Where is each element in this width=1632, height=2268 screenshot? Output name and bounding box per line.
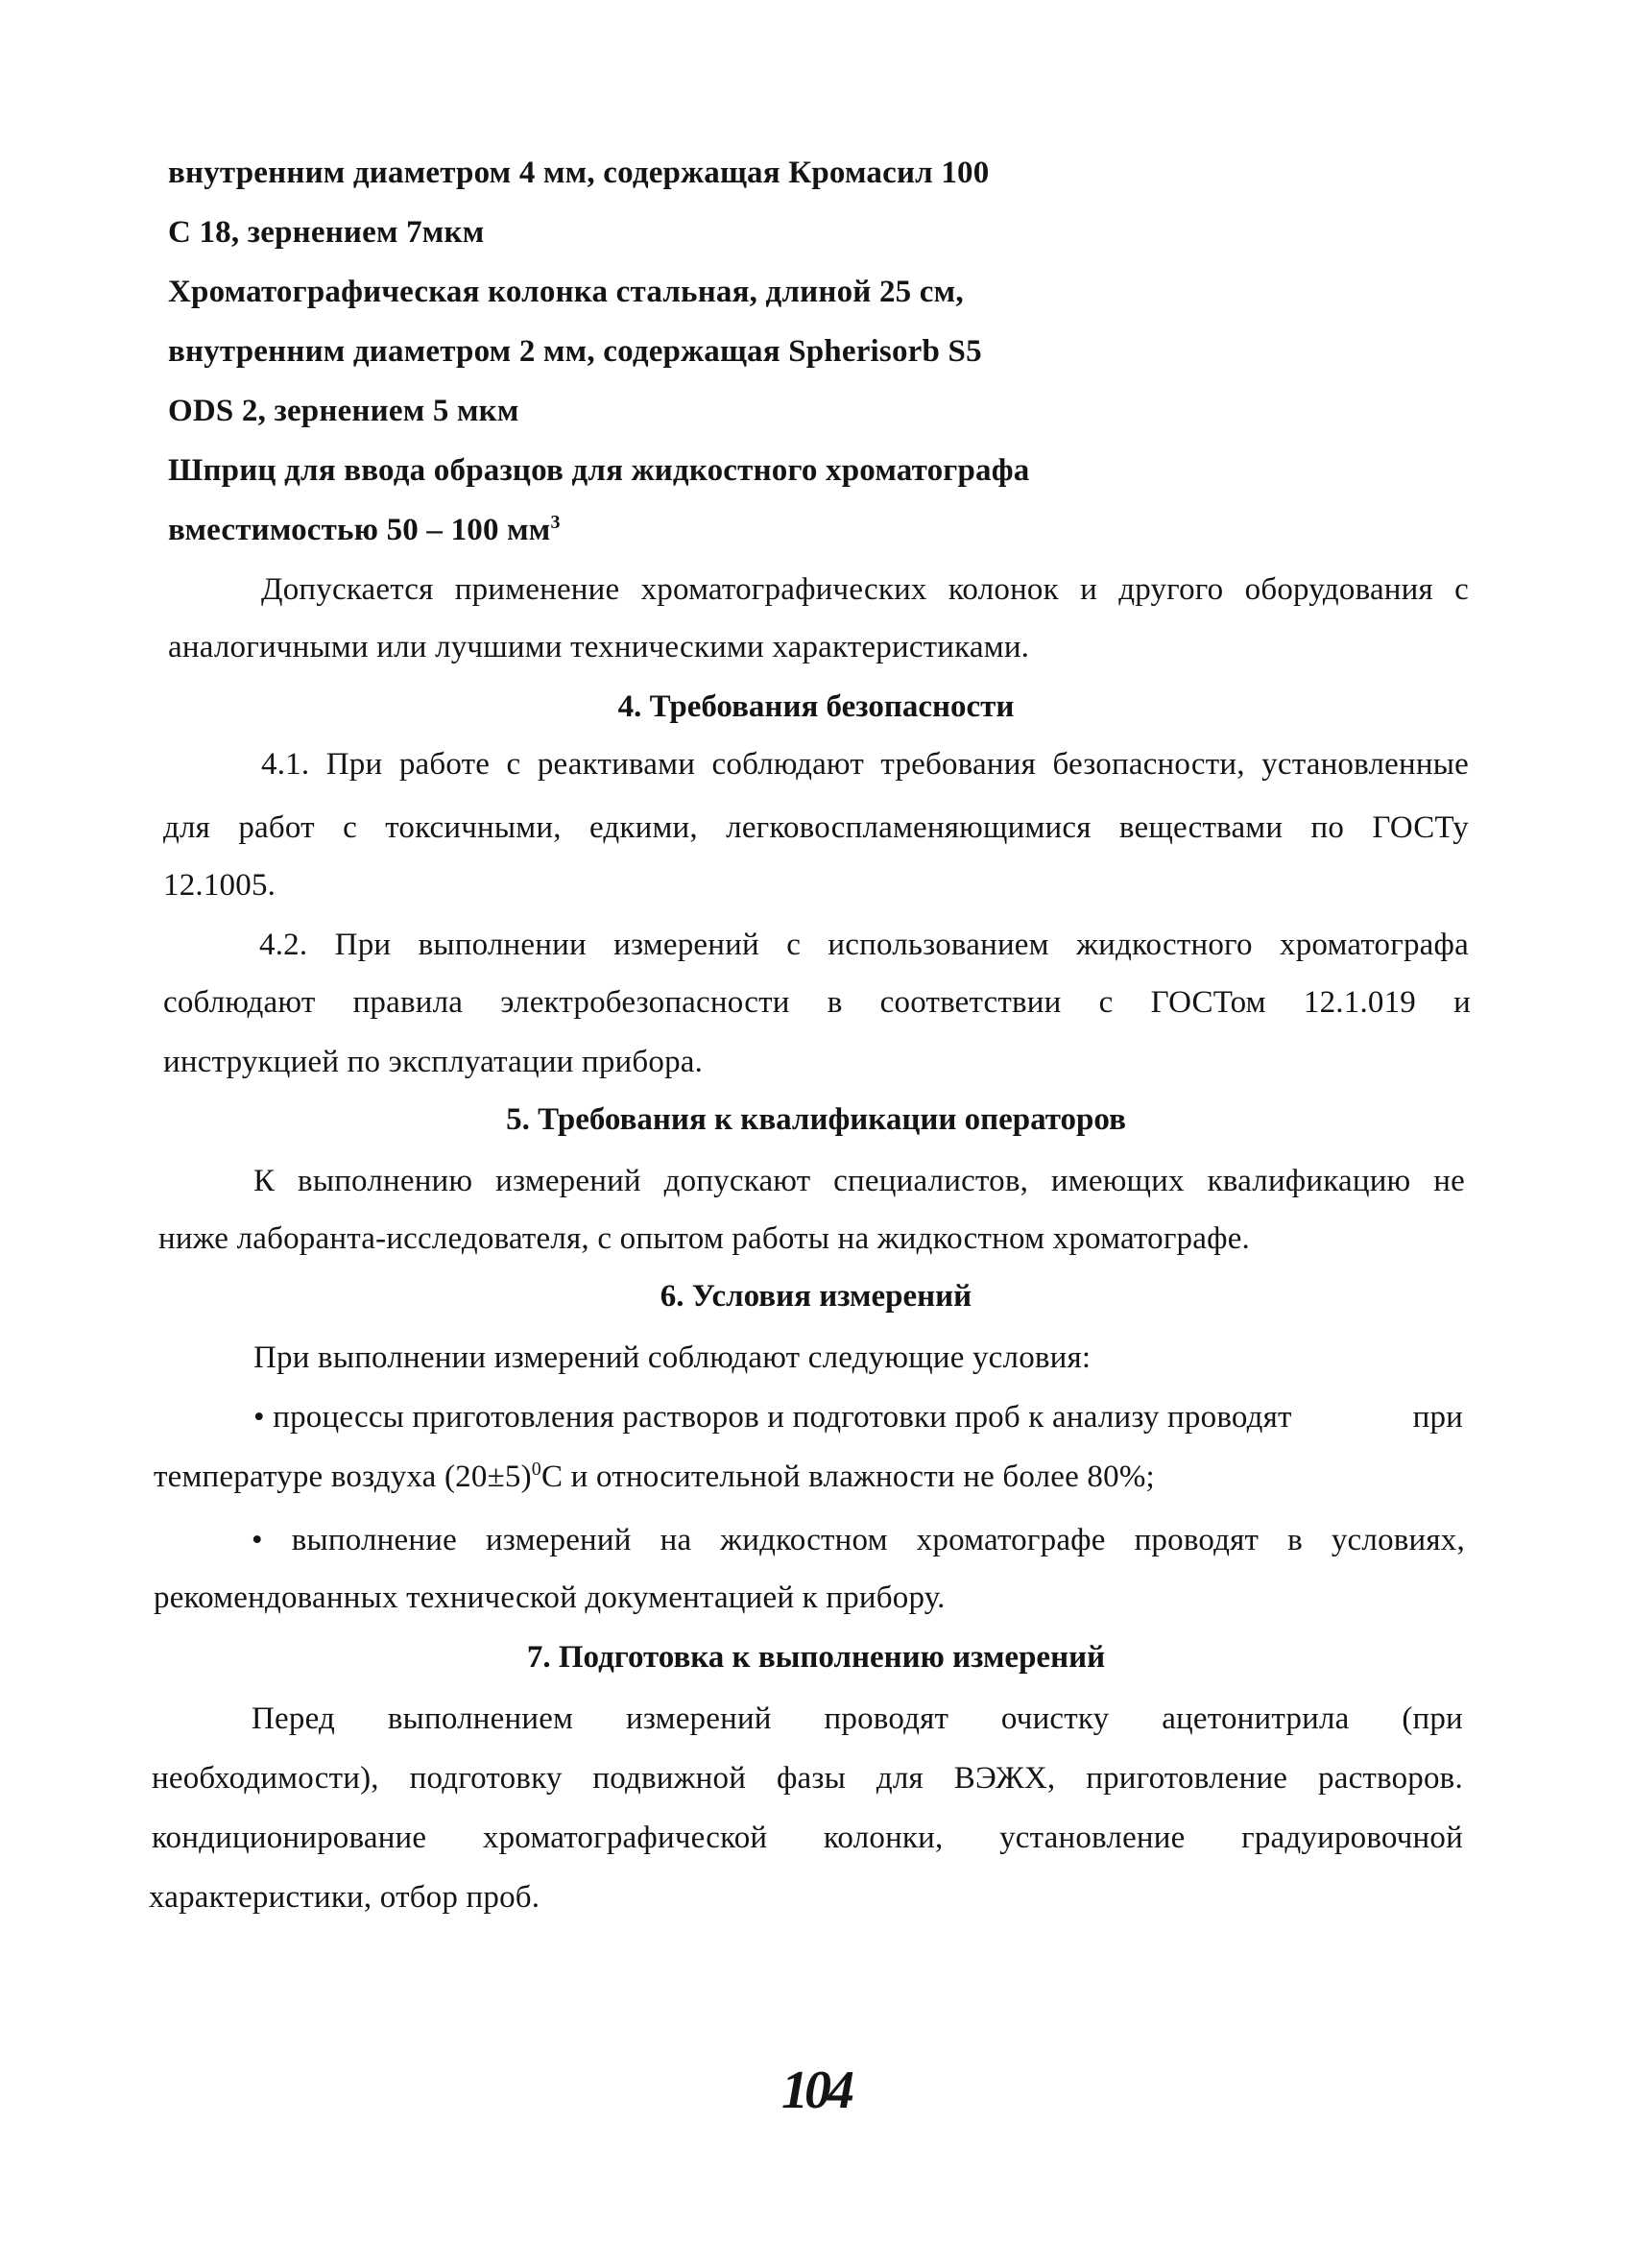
word: установленные: [1261, 747, 1469, 782]
word: легковоспламеняющимися: [726, 810, 1092, 845]
word: другого: [1118, 572, 1224, 607]
section-5-title: 5. Требования к квалификации операторов: [506, 1102, 1126, 1137]
section-4-p2-line-3: инструкцией по эксплуатации прибора.: [163, 1045, 704, 1079]
section-7-line-3: [152, 1819, 1463, 1857]
word: с: [343, 810, 357, 845]
section-6-bullet-1-end: при: [1412, 1400, 1463, 1435]
word: требования: [880, 747, 1036, 782]
word: колонок: [948, 572, 1059, 607]
word: измерений: [625, 1701, 772, 1736]
section-6-bullet-1-line-2-a: температуре воздуха (20±5): [154, 1460, 532, 1494]
word: едкими,: [588, 810, 698, 845]
equipment-line-7-text: вместимостью 50 – 100 мм: [168, 513, 551, 547]
equipment-line-6: Шприц для ввода образцов для жидкостного хроматографа: [168, 453, 1030, 488]
word: в: [827, 985, 843, 1020]
section-6-bullet-1-line-1: [253, 1398, 1463, 1436]
word: жидкостного: [1076, 928, 1253, 962]
section-4-p1-line-2: [163, 808, 1469, 847]
equipment-line-7: [168, 511, 561, 549]
section-6-intro: При выполнении измерений соблюдают следующие условия:: [253, 1340, 1092, 1375]
word: работ: [238, 810, 315, 845]
word: проводят: [1134, 1523, 1260, 1557]
section-7-title: 7. Подготовка к выполнению измерений: [526, 1640, 1106, 1675]
section-4-p2-line-1: [259, 926, 1469, 964]
word: (при: [1402, 1701, 1463, 1736]
word: ацетонитрила: [1162, 1701, 1350, 1736]
section-7-line-2: [152, 1759, 1463, 1798]
word: колонки,: [823, 1821, 944, 1855]
word: в: [1287, 1523, 1303, 1557]
word: с: [506, 747, 521, 782]
word: При: [325, 747, 383, 782]
word: условиях,: [1331, 1523, 1465, 1557]
word: ГОСТом: [1150, 985, 1266, 1020]
word: по: [1310, 810, 1345, 845]
equipment-line-7-sup: 3: [550, 512, 561, 533]
section-4-p1-line-1: [261, 745, 1469, 784]
word: выполнении: [418, 928, 587, 962]
section-6-bullet-2-line-2: рекомендованных технической документацией к прибору.: [154, 1580, 946, 1615]
section-6-bullet-1-line-2: [154, 1458, 1155, 1496]
word: •: [252, 1523, 263, 1557]
equipment-line-3: Хроматографическая колонка стальная, длиной 25 см,: [168, 275, 964, 309]
word: не: [1433, 1164, 1465, 1198]
word: и: [1080, 572, 1097, 607]
word: 12.1.019: [1303, 985, 1416, 1020]
word: веществами: [1118, 810, 1284, 845]
word: растворов.: [1318, 1761, 1463, 1796]
word: градуировочной: [1241, 1821, 1463, 1855]
section-4-p2-line-2: [163, 983, 1471, 1022]
section-7-line-1: [252, 1700, 1463, 1738]
section-6-bullet-2-line-1: [252, 1521, 1465, 1559]
word: приготовление: [1086, 1761, 1288, 1796]
word: необходимости),: [152, 1761, 379, 1796]
word: ВЭЖХ,: [953, 1761, 1056, 1796]
equipment-line-1: внутренним диаметром 4 мм, содержащая Кромасил 100: [168, 156, 990, 190]
word: квалификацию: [1207, 1164, 1411, 1198]
word: имеющих: [1050, 1164, 1185, 1198]
word: кондиционирование: [152, 1821, 427, 1855]
equipment-line-5: ODS 2, зернением 5 мкм: [168, 394, 519, 428]
word: установление: [999, 1821, 1186, 1855]
section-6-bullet-1-text: • процессы приготовления растворов и подготовки проб к анализу проводят: [253, 1400, 1292, 1435]
word: работе: [398, 747, 491, 782]
word: измерений: [613, 928, 759, 962]
word: хроматографе: [916, 1523, 1106, 1557]
word: хроматографической: [482, 1821, 768, 1855]
section-4-title: 4. Требования безопасности: [617, 689, 1015, 724]
section-6-bullet-1-line-2-sup: 0: [531, 1459, 541, 1480]
word: электробезопасности: [500, 985, 790, 1020]
word: выполнением: [387, 1701, 574, 1736]
word: хроматографических: [640, 572, 927, 607]
word: подготовку: [409, 1761, 563, 1796]
equipment-line-2: С 18, зернением 7мкм: [168, 215, 485, 250]
word: с: [786, 928, 802, 962]
word: 4.1.: [261, 747, 310, 782]
word: хроматографа: [1280, 928, 1469, 962]
word: Перед: [252, 1701, 335, 1736]
word: и: [1453, 985, 1471, 1020]
section-5-line-2: ниже лаборанта-исследователя, с опытом работы на жидкостном хроматографе.: [158, 1221, 1250, 1256]
word: токсичными,: [385, 810, 562, 845]
word: для: [876, 1761, 924, 1796]
word: фазы: [776, 1761, 846, 1796]
word: измерений: [495, 1164, 641, 1198]
word: соблюдают: [163, 985, 316, 1020]
word: использованием: [828, 928, 1049, 962]
word: с: [1098, 985, 1114, 1020]
word: применение: [454, 572, 620, 607]
word: К: [253, 1164, 276, 1198]
word: допускают: [663, 1164, 811, 1198]
word: безопасности,: [1052, 747, 1245, 782]
word: проводят: [824, 1701, 949, 1736]
word: подвижной: [592, 1761, 747, 1796]
section-4-p1-line-3: 12.1005.: [163, 868, 276, 903]
section-5-line-1: [253, 1162, 1465, 1200]
word: Допускается: [261, 572, 434, 607]
word: на: [660, 1523, 692, 1557]
word: очистку: [1000, 1701, 1110, 1736]
word: реактивами: [537, 747, 696, 782]
allowance-line-2: аналогичными или лучшими техническими характеристиками.: [168, 630, 1030, 664]
word: При: [334, 928, 392, 962]
section-7-line-4: характеристики, отбор проб.: [149, 1880, 540, 1915]
word: специалистов,: [833, 1164, 1029, 1198]
word: с: [1454, 572, 1469, 607]
word: соответствии: [879, 985, 1062, 1020]
word: ГОСТу: [1372, 810, 1469, 845]
word: измерений: [485, 1523, 632, 1557]
word: оборудования: [1244, 572, 1433, 607]
equipment-line-4: внутренним диаметром 2 мм, содержащая Spherisorb S5: [168, 334, 982, 369]
word: выполнение: [291, 1523, 457, 1557]
word: для: [163, 810, 211, 845]
word: соблюдают: [711, 747, 864, 782]
word: выполнению: [298, 1164, 473, 1198]
section-6-title: 6. Условия измерений: [660, 1279, 972, 1314]
allowance-line-1: [261, 570, 1469, 609]
word: жидкостном: [720, 1523, 888, 1557]
section-6-bullet-1-line-2-b: С и относительной влажности не более 80%;: [540, 1460, 1155, 1494]
word: 4.2.: [259, 928, 308, 962]
word: правила: [352, 985, 464, 1020]
page-number: 104: [781, 2061, 851, 2120]
